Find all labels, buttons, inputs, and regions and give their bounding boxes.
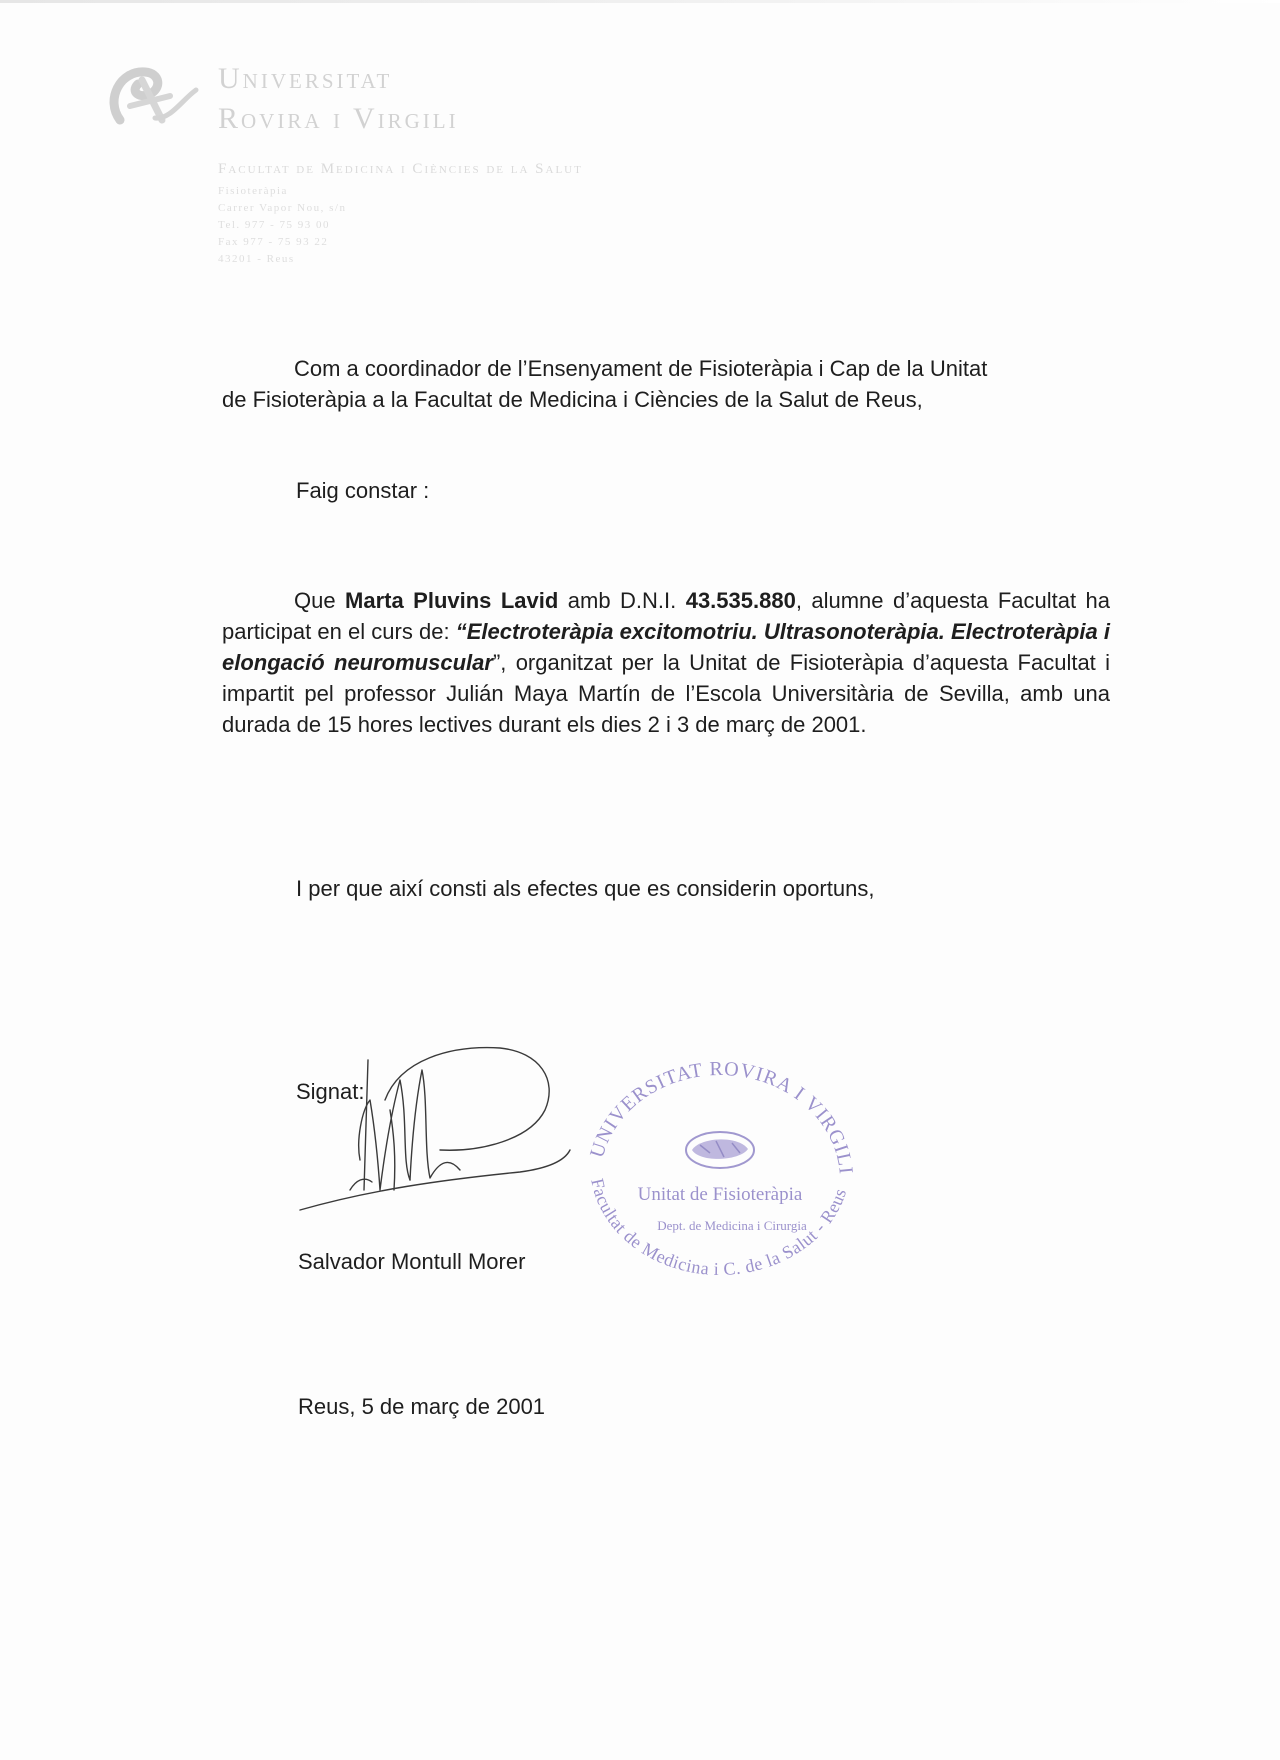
dni-number: 43.535.880 [685,588,796,613]
letterhead-fax: Fax 977 - 75 93 22 [218,236,329,248]
course-title: “Electroteràpia excitomotriu. Ultrasonoteràpia. Electroteràpia i elongació neuromuscular [222,619,1110,675]
faig-constar: Faig constar : [296,478,430,503]
stamp-outer-top-text: UNIVERSITAT ROVIRA I VIRGILI [585,1057,857,1176]
student-name: Marta Pluvins Lavid [345,588,559,613]
university-name-line1: Universitat [218,62,393,95]
stamp-outer-bottom-text: Facultat de Medicina i C. de la Salut - Reus [587,1176,851,1280]
closing-line: I per que així consti als efectes que es considerin oportuns, [296,876,875,901]
intro-line-2: de Fisioteràpia a la Facultat de Medicina i Ciències de la Salut de Reus, [222,387,923,412]
letterhead-street: Carrer Vapor Nou, s/n [218,202,347,214]
university-name-line2: Rovira i Virgili [218,102,459,135]
letterhead-department: Fisioteràpia [218,185,288,197]
letterhead-address [218,183,346,268]
intro-line-1: Com a coordinador de l’Ensenyament de Fisioteràpia i Cap de la Unitat [294,356,988,381]
university-name [218,59,459,139]
que-text: Que [294,588,346,613]
place-date: Reus, 5 de març de 2001 [298,1394,546,1419]
stamp-emblem-icon [686,1132,754,1168]
university-stamp [560,1045,880,1295]
stamp-inner-text: Dept. de Medicina i Cirurgia [657,1218,807,1233]
scan-edge [0,0,1280,3]
signer-name: Salvador Montull Morer [298,1249,526,1274]
letterhead-city: 43201 - Reus [218,253,295,265]
after-course-text: ”, organitzat per la Unitat de Fisioteràpia d’aquesta Facultat i impartit pel professor Julián Maya Martín de l’Escola Universitària de Sevilla, amb una durada de 15 hores lectives durant els dies 2 i 3 de març de 2001. [222,650,1110,737]
letterhead-phone: Tel. 977 - 75 93 00 [218,219,331,231]
faculty-name: Facultat de Medicina i Ciències de la Salut [218,161,583,177]
signat-label: Signat: [296,1079,365,1104]
university-logo-icon [100,60,200,140]
intro-paragraph [222,353,1110,415]
stamp-center-text: Unitat de Fisioteràpia [637,1184,803,1205]
letterhead [100,55,800,295]
certification-paragraph [222,585,1110,740]
amb-dni-text: amb D.N.I. [558,588,686,613]
after-dni-text: , alumne d’aquesta Facultat ha participat en el curs de: [222,588,1111,644]
